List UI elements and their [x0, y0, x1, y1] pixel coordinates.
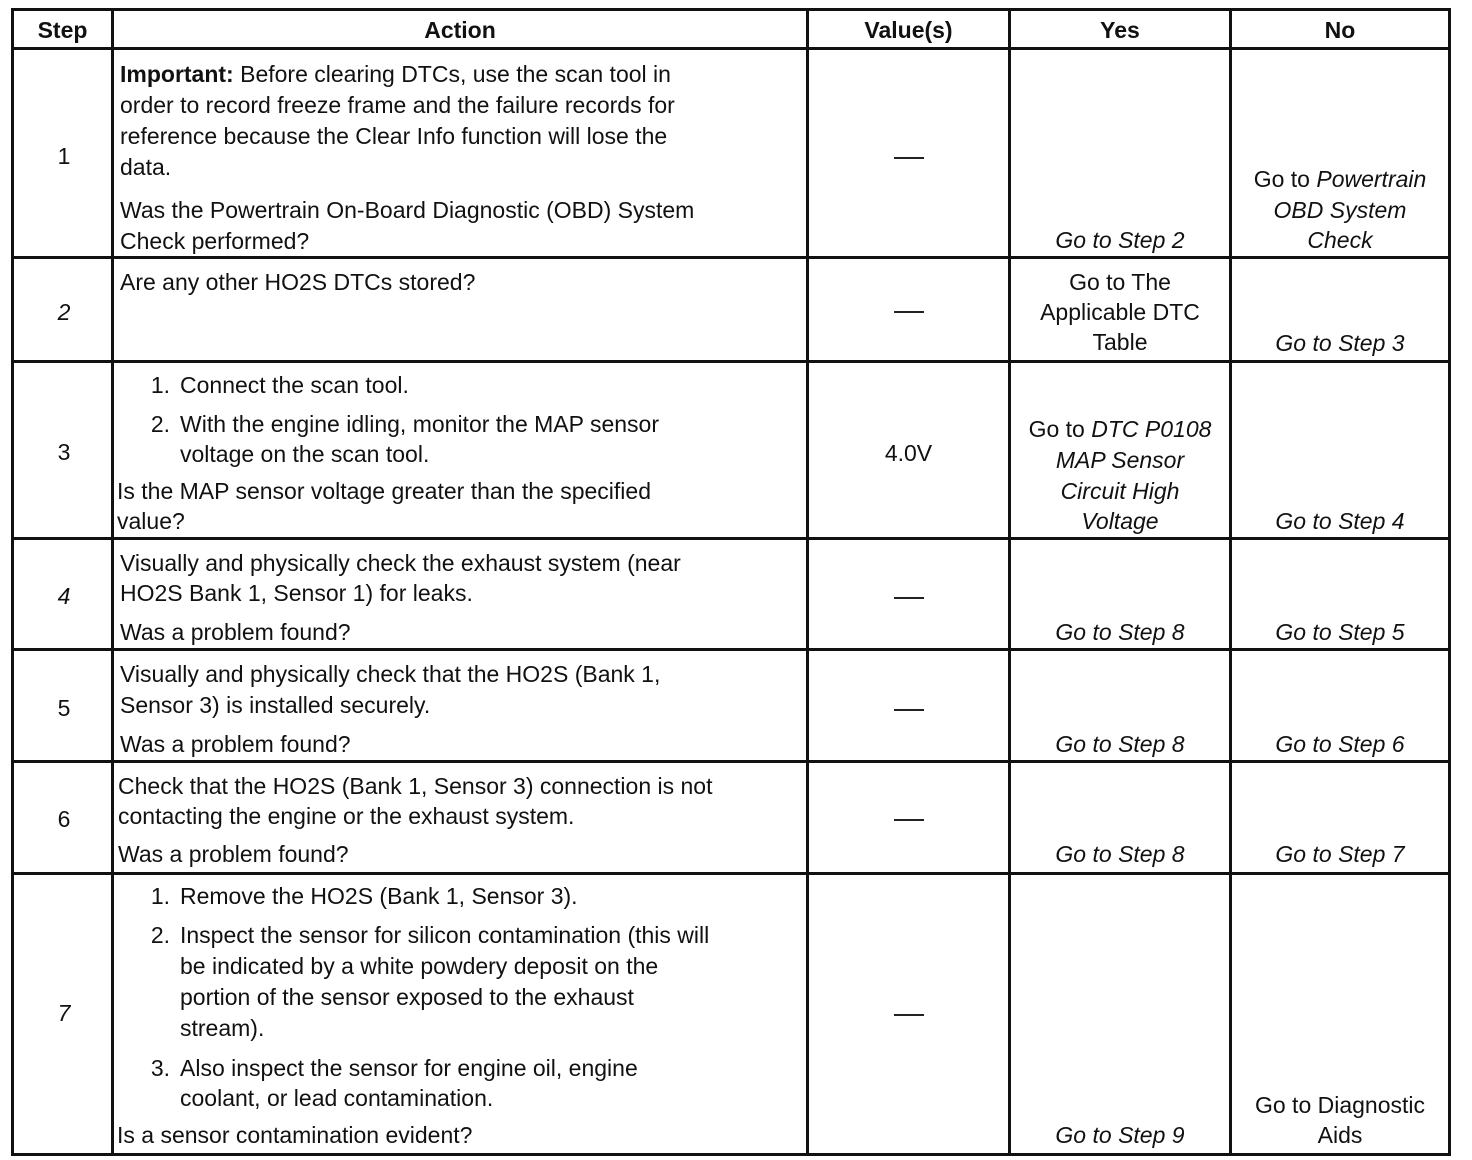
yes-link[interactable]: Go to Step 8	[1055, 731, 1185, 757]
action-line: contacting the engine or the exhaust system.	[118, 803, 575, 829]
header-no: No	[1324, 17, 1356, 43]
yes-link[interactable]	[1011, 414, 1229, 445]
diagnostic-table	[11, 8, 1451, 1156]
action-line: data.	[120, 154, 172, 180]
no-link[interactable]: Go to Step 5	[1275, 619, 1405, 645]
yes-link[interactable]: Go to The	[1069, 269, 1171, 295]
step-number: 4	[57, 583, 71, 609]
column-divider	[806, 11, 809, 1153]
row-divider	[14, 360, 1448, 363]
row-divider	[14, 872, 1448, 875]
list-item	[134, 409, 659, 440]
list-text: Also inspect the sensor for engine oil, engine	[180, 1055, 638, 1081]
yes-link[interactable]: Go to Step 9	[1055, 1122, 1185, 1148]
header-action: Action	[424, 17, 496, 43]
yes-link[interactable]: Go to Step 8	[1055, 619, 1185, 645]
action-line: HO2S Bank 1, Sensor 1) for leaks.	[120, 580, 473, 606]
action-line: Visually and physically check the exhaust system (near	[120, 550, 681, 576]
yes-link[interactable]: Table	[1092, 329, 1148, 355]
row-divider	[14, 537, 1448, 540]
no-link[interactable]: Go to Step 3	[1275, 330, 1405, 356]
yes-link[interactable]: Go to Step 8	[1055, 841, 1185, 867]
question-line: Was a problem found?	[120, 619, 351, 645]
list-number: 2.	[150, 411, 170, 437]
no-link[interactable]: Aids	[1317, 1122, 1363, 1148]
action-line: reference because the Clear Info function will lose the	[120, 123, 668, 149]
question-line: Are any other HO2S DTCs stored?	[120, 269, 476, 295]
list-number: 1.	[150, 883, 170, 909]
question-line: Is the MAP sensor voltage greater than the specified	[117, 478, 651, 504]
action-line: Before clearing DTCs, use the scan tool in	[233, 61, 671, 87]
no-link[interactable]	[1232, 164, 1448, 195]
important-note	[120, 59, 671, 90]
yes-link[interactable]: Go to Step 2	[1055, 227, 1185, 253]
no-link[interactable]: Go to Step 4	[1275, 508, 1405, 534]
yes-link-prefix: Go to	[1028, 416, 1092, 442]
list-text: Connect the scan tool.	[180, 372, 409, 398]
row-divider	[14, 648, 1448, 651]
no-value-dash	[894, 597, 924, 599]
action-line: order to record freeze frame and the failure records for	[120, 92, 675, 118]
list-text: coolant, or lead contamination.	[180, 1085, 494, 1111]
important-label: Important:	[120, 61, 234, 87]
spec-value: 4.0V	[884, 440, 933, 466]
no-link[interactable]: Go to Step 6	[1275, 731, 1405, 757]
list-item	[134, 1053, 638, 1084]
yes-link-target[interactable]: Circuit High	[1060, 478, 1180, 504]
list-number: 1.	[150, 372, 170, 398]
yes-link-target: DTC P0108	[1091, 416, 1212, 442]
question-line: Check performed?	[120, 228, 310, 254]
list-item	[134, 370, 409, 401]
no-link[interactable]: Go to Step 7	[1275, 841, 1405, 867]
header-values: Value(s)	[864, 17, 953, 43]
list-text: Inspect the sensor for silicon contamination (this will	[180, 922, 710, 948]
no-link[interactable]: Go to Diagnostic	[1254, 1092, 1426, 1118]
list-item	[134, 920, 709, 951]
column-divider	[1008, 11, 1011, 1153]
question-line: value?	[117, 508, 185, 534]
question-line: Was a problem found?	[118, 841, 349, 867]
no-link-target[interactable]: Check	[1307, 227, 1373, 253]
no-value-dash	[894, 819, 924, 821]
list-text: be indicated by a white powdery deposit on the	[180, 953, 659, 979]
action-line: Sensor 3) is installed securely.	[120, 692, 431, 718]
header-yes: Yes	[1100, 17, 1140, 43]
step-number: 6	[57, 806, 71, 832]
step-number: 2	[57, 299, 71, 325]
step-number: 3	[57, 439, 71, 465]
no-link-prefix: Go to	[1253, 166, 1317, 192]
question-line: Was the Powertrain On-Board Diagnostic (OBD) System	[120, 197, 695, 223]
yes-link-target[interactable]: MAP Sensor	[1055, 447, 1185, 473]
list-number: 2.	[150, 922, 170, 948]
no-value-dash	[894, 157, 924, 159]
yes-link[interactable]: Applicable DTC	[1040, 299, 1200, 325]
step-number: 7	[57, 1000, 71, 1026]
yes-link-target[interactable]: Voltage	[1081, 508, 1159, 534]
header-step: Step	[37, 17, 88, 43]
list-text: With the engine idling, monitor the MAP sensor	[180, 411, 659, 437]
list-text: voltage on the scan tool.	[180, 441, 430, 467]
question-line: Was a problem found?	[120, 731, 351, 757]
list-number: 3.	[150, 1055, 170, 1081]
list-text: portion of the sensor exposed to the exhaust	[180, 984, 634, 1010]
no-value-dash	[894, 311, 924, 313]
column-divider	[111, 11, 114, 1153]
no-link-target: Powertrain	[1316, 166, 1427, 192]
no-link-target[interactable]: OBD System	[1273, 197, 1407, 223]
list-text: Remove the HO2S (Bank 1, Sensor 3).	[180, 883, 578, 909]
no-value-dash	[894, 1014, 924, 1016]
no-value-dash	[894, 709, 924, 711]
row-divider	[14, 760, 1448, 763]
action-line: Check that the HO2S (Bank 1, Sensor 3) connection is not	[118, 773, 713, 799]
step-number: 1	[57, 143, 71, 169]
list-item	[134, 881, 578, 912]
step-number: 5	[57, 695, 71, 721]
list-text: stream).	[180, 1015, 265, 1041]
action-line: Visually and physically check that the HO2S (Bank 1,	[120, 661, 661, 687]
question-line: Is a sensor contamination evident?	[117, 1122, 473, 1148]
